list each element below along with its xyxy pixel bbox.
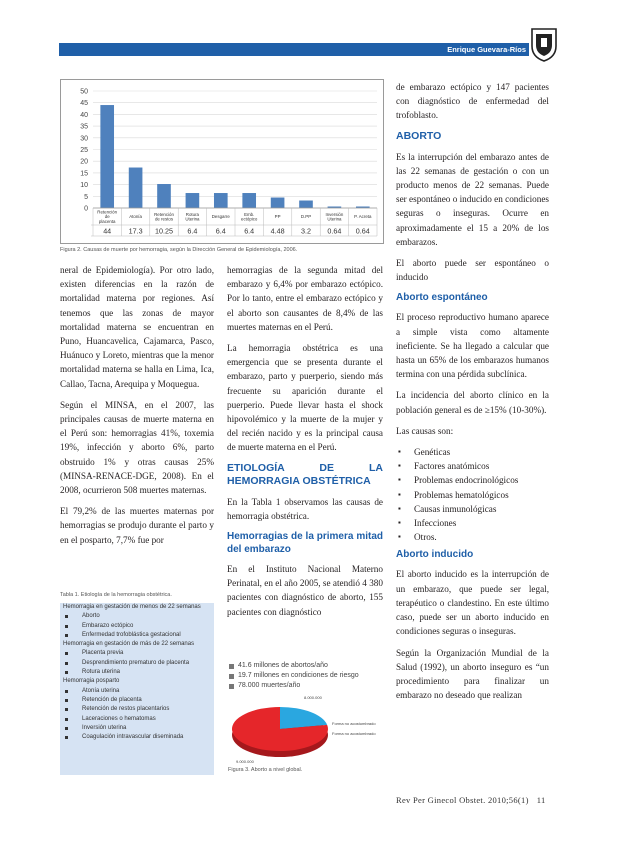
figure-3-caption: Figura 3. Aborto a nivel global. <box>228 767 303 773</box>
pie-slice-label: Forma no acostumbrado <box>332 731 376 736</box>
table-item: Coagulación intravascular diseminada <box>60 733 214 742</box>
col3-paragraph-4: La incidencia del aborto clínico en la población general es de ≥15% (10-30%). <box>396 390 549 415</box>
table-item: Retención de placenta <box>60 696 214 705</box>
bar <box>157 184 171 208</box>
table-item: Aborto <box>60 612 214 621</box>
x-category-label: Inversión Uterina <box>325 211 344 222</box>
col2-paragraph-3: En la Tabla 1 observamos las causas de hemorragia obstétrica. <box>227 496 383 521</box>
heading-primera-mitad: Hemorragias de la primera mitad del embarazo <box>227 531 383 556</box>
col3-paragraph-5: Las causas son: <box>396 425 454 436</box>
figure-2-caption: Figura 2. Causas de muerte por hemorragia, según la Dirección General de Epidemiología, 2006. <box>60 247 298 253</box>
pie-value-label: 8.000.000 <box>304 695 322 700</box>
table-item: Laceraciones o hematomas <box>60 715 214 724</box>
y-tick-label: 20 <box>80 158 88 166</box>
y-tick-label: 35 <box>80 123 88 131</box>
column-1 <box>60 263 214 554</box>
col3-paragraph-0: de embarazo ectópico y 147 pacientes con diagnóstico de enfermedad del trofoblasto. <box>396 82 549 121</box>
header-author: Enrique Guevara-Ríos <box>447 45 526 54</box>
cause-item: ▪ Causas inmunológicas <box>396 502 549 516</box>
table-item: Inversión uterina <box>60 724 214 733</box>
y-tick-label: 15 <box>80 170 88 178</box>
bar <box>214 193 228 208</box>
data-label: 6.4 <box>187 226 198 236</box>
column-2 <box>227 263 383 626</box>
y-tick-label: 45 <box>80 100 88 108</box>
table-item: Atonía uterina <box>60 687 214 696</box>
x-category-label: Atonía <box>129 214 142 220</box>
bar <box>100 105 114 208</box>
pie-value-label: 9.000.000 <box>236 759 254 764</box>
y-tick-label: 40 <box>80 111 88 119</box>
col1-paragraph-3: El 79,2% de las muertes maternas por hemorragias se produjo durante el parto y en el posparto, 7,7% fue por <box>60 506 214 545</box>
bar <box>129 168 143 208</box>
cause-item: ▪ Problemas endocrinológicos <box>396 473 549 487</box>
bar <box>186 193 200 208</box>
figure-3-legend-item: 78.000 muertes/año <box>228 681 384 691</box>
y-tick-label: 10 <box>80 182 88 190</box>
table-1-caption: Tabla 1. Etiología de la hemorragia obstétrica. <box>60 592 172 598</box>
heading-aborto-inducido: Aborto inducido <box>396 549 474 561</box>
table-group-title: Hemorragia posparto <box>63 678 120 685</box>
bar <box>271 198 285 208</box>
table-item: Placenta previa <box>60 649 214 658</box>
pie-slice-label: Forma no acostumbrado <box>332 721 376 726</box>
table-group-title: Hemorragia en gestación de más de 22 semanas <box>63 641 195 648</box>
y-tick-label: 0 <box>84 205 88 213</box>
page-number: 11 <box>536 795 546 805</box>
col3-paragraph-2: El aborto puede ser espontáneo o inducido <box>396 258 549 283</box>
data-label: 10.25 <box>155 226 173 236</box>
x-category-label: Retención de restos <box>154 211 174 222</box>
table-item: Retención de restos placentarios <box>60 705 214 714</box>
cause-item: ▪ Genéticas <box>396 445 549 459</box>
data-label: 44 <box>103 226 112 236</box>
data-label: 0.64 <box>355 226 370 236</box>
figure-3-legend-item: 19.7 millones en condiciones de riesgo <box>228 671 384 681</box>
col3-paragraph-6: El aborto inducido es la interrupción de un embarazo, que puede ser legal, terapéutico o clandestino. En este último caso, puede ser un aborto inducido en condiciones seguras o inseguras. <box>396 569 549 637</box>
col2-paragraph-1: hemorragias de la segunda mitad del embarazo y 6,4% por embarazo ectópico. Por lo tanto, entre el embarazo ectópico y el aborto son causantes de 8,4% de las muertes maternas en el Perú. <box>227 265 383 332</box>
page-footer <box>396 795 546 805</box>
data-label: 17.3 <box>128 226 143 236</box>
x-category-label: Emb. ectópico <box>241 211 258 222</box>
cause-item: ▪ Otros. <box>396 530 549 544</box>
data-label: 6.4 <box>244 226 255 236</box>
data-label: 0.64 <box>327 226 342 236</box>
table-group-title: Hemorragia en gestación de menos de 22 semanas <box>63 604 201 610</box>
causes-list <box>396 445 549 544</box>
pie-chart-svg <box>228 691 384 765</box>
figure-3-legend-item: 41.6 millones de abortos/año <box>228 661 384 671</box>
bar <box>242 193 256 208</box>
col3-paragraph-7: Según la Organización Mundial de la Salud (1992), un aborto inseguro es “un procedimiento para finalizar un embarazo no deseado que realizan <box>396 647 549 701</box>
heading-etiologia: ETIOLOGÍA DE LA HEMORRAGIA OBSTÉTRICA <box>227 461 383 487</box>
col2-paragraph-4: En el Instituto Nacional Materno Perinatal, en el año 2005, se atendió 4 380 pacientes con diagnóstico de aborto, 155 pacientes con diagnóstico <box>227 564 383 617</box>
y-tick-label: 25 <box>80 147 88 154</box>
x-category-label: Rotura Uterina <box>185 211 200 222</box>
cause-item: ▪ Infecciones <box>396 516 549 530</box>
x-category-label: P. Acreta <box>354 214 372 220</box>
y-tick-label: 30 <box>80 135 88 143</box>
bar-chart-svg <box>61 80 383 243</box>
table-item: Desprendimiento prematuro de placenta <box>60 659 214 668</box>
heading-aborto-espontaneo: Aborto espontáneo <box>396 292 488 304</box>
data-label: 4.48 <box>270 226 285 236</box>
data-label: 6.4 <box>215 226 226 236</box>
x-category-label: Retención de placenta <box>97 209 118 224</box>
heading-aborto: ABORTO <box>396 129 442 142</box>
col1-paragraph-1: neral de Epidemiología). Por otro lado, existen diferencias en la razón de mortalidad materna por regiones. Así tenemos que las zonas de mayor mortalidad materna se encuentran en Puno, Huancavelica, Cajamarca, Pasco, Huánuco y Loreto, mientras que la menor mortalidad materna se halla en Lima, Ica, Callao, Tacna, Arequipa y Moquegua. <box>60 265 214 389</box>
table-item: Rotura uterina <box>60 668 214 677</box>
cause-item: ▪ Problemas hematológicos <box>396 488 549 502</box>
table-item: Enfermedad trofoblástica gestacional <box>60 631 214 640</box>
x-category-label: D.PP <box>300 214 312 220</box>
table-1 <box>60 603 214 775</box>
bar <box>299 201 313 208</box>
y-tick-label: 5 <box>84 193 88 201</box>
journal-citation: Rev Per Ginecol Obstet. 2010;56(1) <box>396 795 529 805</box>
col3-paragraph-3: El proceso reproductivo humano aparece a simple vista como altamente ineficiente. Se ha llegado a calcular que hasta un 65% de los embarazos humanos termina con una pérdida subclínica. <box>396 312 549 380</box>
cause-item: ▪ Factores anatómicos <box>396 459 549 473</box>
figure-2-chart <box>60 79 384 244</box>
table-item: Embarazo ectópico <box>60 622 214 631</box>
x-category-label: Desgarre <box>211 214 230 220</box>
figure-3 <box>228 661 384 765</box>
y-tick-label: 50 <box>80 88 88 96</box>
col3-paragraph-1: Es la interrupción del embarazo antes de las 22 semanas de gestación o con un producto menos de 22 semanas. Puede ser espontáneo o inducido en condiciones seguras o inseguras. Ocurre en aproximadamente el 15 a 20% de los embarazos. <box>396 151 549 247</box>
university-seal-icon <box>529 26 559 62</box>
col2-paragraph-2: La hemorragia obstétrica es una emergencia que se presenta durante el embarazo, parto y puerperio, siendo más frecuente su aparición durante el puerperio. Puede llevar hasta el shock hipovolémico y la muerte de la mujer y del recién nacido y es la principal causa de muerte materna en el Perú. <box>227 343 383 453</box>
column-3 <box>396 80 549 709</box>
x-category-label: PP <box>274 214 281 220</box>
col1-paragraph-2: Según el MINSA, en el 2007, las principales causas de muerte materna en el Perú son: hemorragias 41%, toxemia 19%, infección y aborto 6%, parto obstruido 1% y otras causas 25% (MINSA-RENACE-DGE, 2008). En el 2008, ocurrieron 508 muertes maternas. <box>60 399 214 496</box>
data-label: 3.2 <box>301 226 311 236</box>
